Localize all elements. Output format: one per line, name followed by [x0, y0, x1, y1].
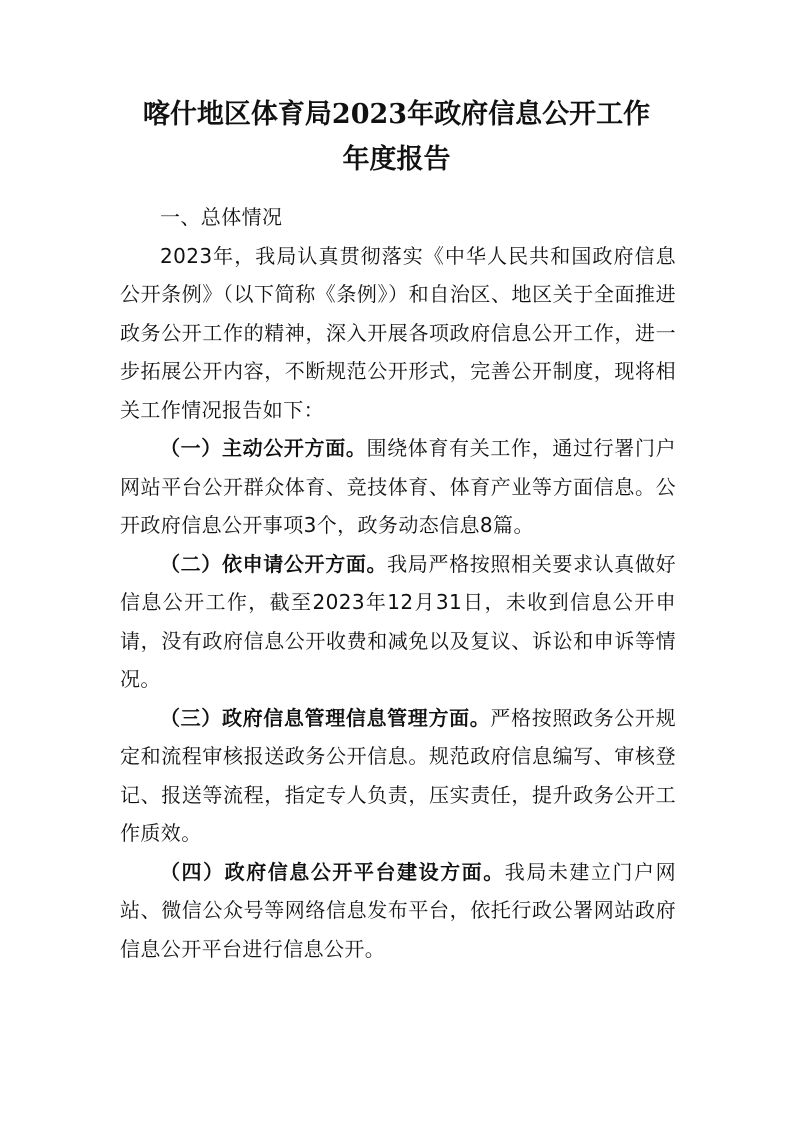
item-paragraph-platform-construction	[120, 853, 676, 969]
document-body	[120, 198, 676, 968]
item-paragraph-request-disclosure	[120, 545, 676, 699]
item-text-proactive-disclosure: 围绕体育有关工作，通过行署门户网站平台公开群众体育、竞技体育、体育产业等方面信息。公开政府信息公开事项3个，政务动态信息8篇。	[120, 436, 676, 537]
item-paragraph-proactive-disclosure	[120, 429, 676, 545]
document-title-line-1: 喀什地区体育局2023年政府信息公开工作	[142, 99, 651, 130]
item-text-information-management: 严格按照政务公开规定和流程审核报送政务公开信息。规范政府信息编写、审核登记、报送等流程，指定专人负责，压实责任，提升政务公开工作质效。	[120, 705, 676, 845]
item-paragraph-information-management	[120, 699, 676, 853]
section-heading-overview: 一、总体情况	[160, 205, 283, 229]
item-lead-platform-construction: （四）政府信息公开平台建设方面。	[160, 859, 505, 884]
item-text-platform-construction: 我局未建立门户网站、微信公众号等网络信息发布平台，依托行政公署网站政府信息公开平台进行信息公开。	[120, 859, 676, 961]
item-lead-proactive-disclosure: （一）主动公开方面。	[160, 436, 367, 460]
intro-paragraph: 2023年，我局认真贯彻落实《中华人民共和国政府信息公开条例》（以下简称《条例》）和自治区、地区关于全面推进政务公开工作的精神，深入开展各项政府信息公开工作，进一步拓展公开内容，不断规范公开形式，完善公开制度，现将相关工作情况报告如下：	[120, 243, 676, 422]
item-lead-information-management: （三）政府信息管理信息管理方面。	[160, 705, 491, 730]
document-title-line-2: 年度报告	[342, 144, 451, 175]
item-lead-request-disclosure: （二）依申请公开方面。	[160, 551, 388, 576]
item-text-request-disclosure: 我局严格按照相关要求认真做好信息公开工作，截至2023年12月31日，未收到信息公开申请，没有政府信息公开收费和减免以及复议、诉讼和申诉等情况。	[120, 551, 676, 691]
